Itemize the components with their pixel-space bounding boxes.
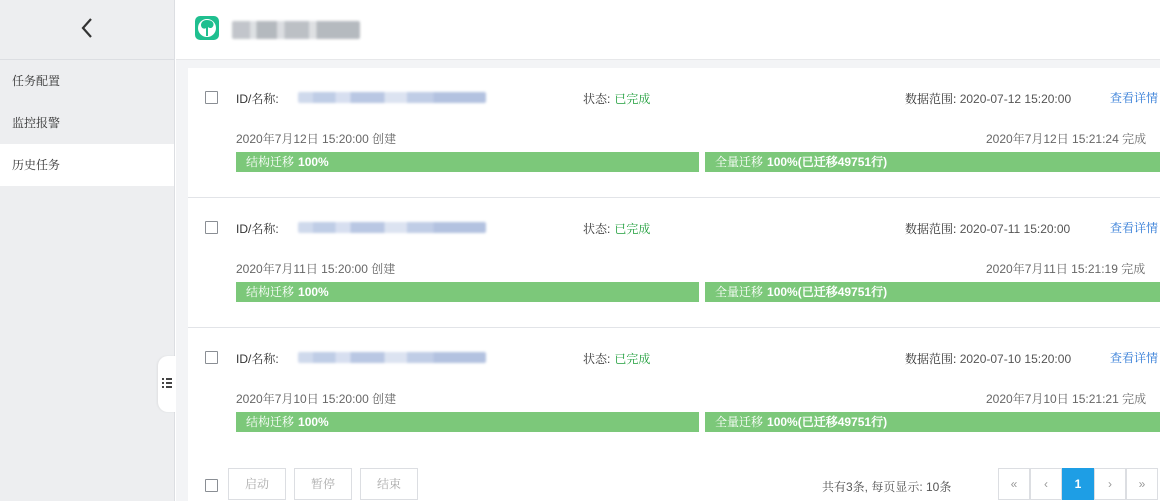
cloud-app-logo-icon <box>194 15 220 44</box>
status <box>583 350 650 367</box>
status-value: 已完成 <box>614 352 651 366</box>
bar-value: 100%(已迁移49751行) <box>767 285 888 299</box>
full-migration-bar <box>705 152 1160 172</box>
bar-label: 结构迁移 <box>246 155 295 169</box>
next-page-button[interactable]: › <box>1094 468 1126 500</box>
collapse-list-icon <box>162 377 172 392</box>
view-detail-link[interactable]: 查看详情 <box>1110 91 1159 105</box>
bar-value: 100% <box>298 415 329 429</box>
main-content <box>176 0 1160 501</box>
status-label: 状态: <box>583 222 611 236</box>
sidebar-collapse-handle[interactable] <box>158 356 176 412</box>
finished-time: 2020年7月11日 15:21:19 完成 <box>986 262 1146 276</box>
pagination-summary: 共有3条, 每页显示: 10条 <box>822 480 952 494</box>
id-name-label: ID/名称: <box>236 92 279 106</box>
data-range-label: 数据范围: <box>905 222 957 236</box>
id-name-label: ID/名称: <box>236 352 279 366</box>
pause-button[interactable]: 暂停 <box>294 468 352 500</box>
first-page-button[interactable]: « <box>998 468 1030 500</box>
bar-value: 100% <box>298 155 329 169</box>
data-range <box>905 220 1070 237</box>
status <box>583 220 650 237</box>
id-name-value-redacted <box>298 352 486 363</box>
structure-migration-bar <box>236 412 699 432</box>
structure-migration-bar <box>236 152 699 172</box>
task-checkbox[interactable] <box>205 91 218 104</box>
data-range-label: 数据范围: <box>905 352 957 366</box>
structure-migration-bar <box>236 282 699 302</box>
bar-value: 100%(已迁移49751行) <box>767 415 888 429</box>
full-migration-bar <box>705 412 1160 432</box>
data-range-value: 2020-07-11 15:20:00 <box>959 222 1071 236</box>
id-name-label: ID/名称: <box>236 222 279 236</box>
task-card <box>188 68 1160 198</box>
chevron-left-icon <box>80 17 94 42</box>
data-range-value: 2020-07-10 15:20:00 <box>959 352 1072 366</box>
last-page-button[interactable]: » <box>1126 468 1158 500</box>
bar-label: 结构迁移 <box>246 285 295 299</box>
data-range <box>905 350 1071 367</box>
task-checkbox[interactable] <box>205 351 218 364</box>
bar-label: 全量迁移 <box>715 155 764 169</box>
task-list <box>188 68 1160 458</box>
end-button[interactable]: 结束 <box>360 468 418 500</box>
created-time: 2020年7月10日 15:20:00 创建 <box>236 392 397 406</box>
page-title-redacted <box>232 21 360 39</box>
bar-value: 100%(已迁移49751行) <box>767 155 888 169</box>
task-checkbox[interactable] <box>205 221 218 234</box>
current-page-button[interactable]: 1 <box>1062 468 1094 500</box>
sidebar-item-history-tasks[interactable]: 历史任务 <box>0 144 174 186</box>
select-all-checkbox[interactable] <box>205 479 218 492</box>
created-time: 2020年7月11日 15:20:00 创建 <box>236 262 396 276</box>
bar-value: 100% <box>298 285 329 299</box>
back-button[interactable] <box>0 0 174 60</box>
data-range-value: 2020-07-12 15:20:00 <box>959 92 1072 106</box>
created-time: 2020年7月12日 15:20:00 创建 <box>236 132 397 146</box>
id-name-value-redacted <box>298 92 486 103</box>
start-button[interactable]: 启动 <box>228 468 286 500</box>
page-header <box>176 0 1160 60</box>
status-value: 已完成 <box>614 92 651 106</box>
sidebar-item-monitor-alarm[interactable]: 监控报警 <box>12 116 61 130</box>
data-range-label: 数据范围: <box>905 92 957 106</box>
view-detail-link[interactable]: 查看详情 <box>1110 221 1159 235</box>
view-detail-link[interactable]: 查看详情 <box>1110 351 1159 365</box>
sidebar-item-task-config[interactable]: 任务配置 <box>12 74 61 88</box>
id-name-value-redacted <box>298 222 486 233</box>
full-migration-bar <box>705 282 1160 302</box>
prev-page-button[interactable]: ‹ <box>1030 468 1062 500</box>
bar-label: 结构迁移 <box>246 415 295 429</box>
list-footer <box>188 456 1160 501</box>
finished-time: 2020年7月10日 15:21:21 完成 <box>986 392 1147 406</box>
bar-label: 全量迁移 <box>715 415 764 429</box>
status-label: 状态: <box>583 92 611 106</box>
bar-label: 全量迁移 <box>715 285 764 299</box>
sidebar <box>0 0 175 501</box>
task-card <box>188 328 1160 458</box>
status-value: 已完成 <box>614 222 651 236</box>
task-card <box>188 198 1160 328</box>
status-label: 状态: <box>583 352 611 366</box>
data-range <box>905 90 1071 107</box>
status <box>583 90 650 107</box>
finished-time: 2020年7月12日 15:21:24 完成 <box>986 132 1147 146</box>
